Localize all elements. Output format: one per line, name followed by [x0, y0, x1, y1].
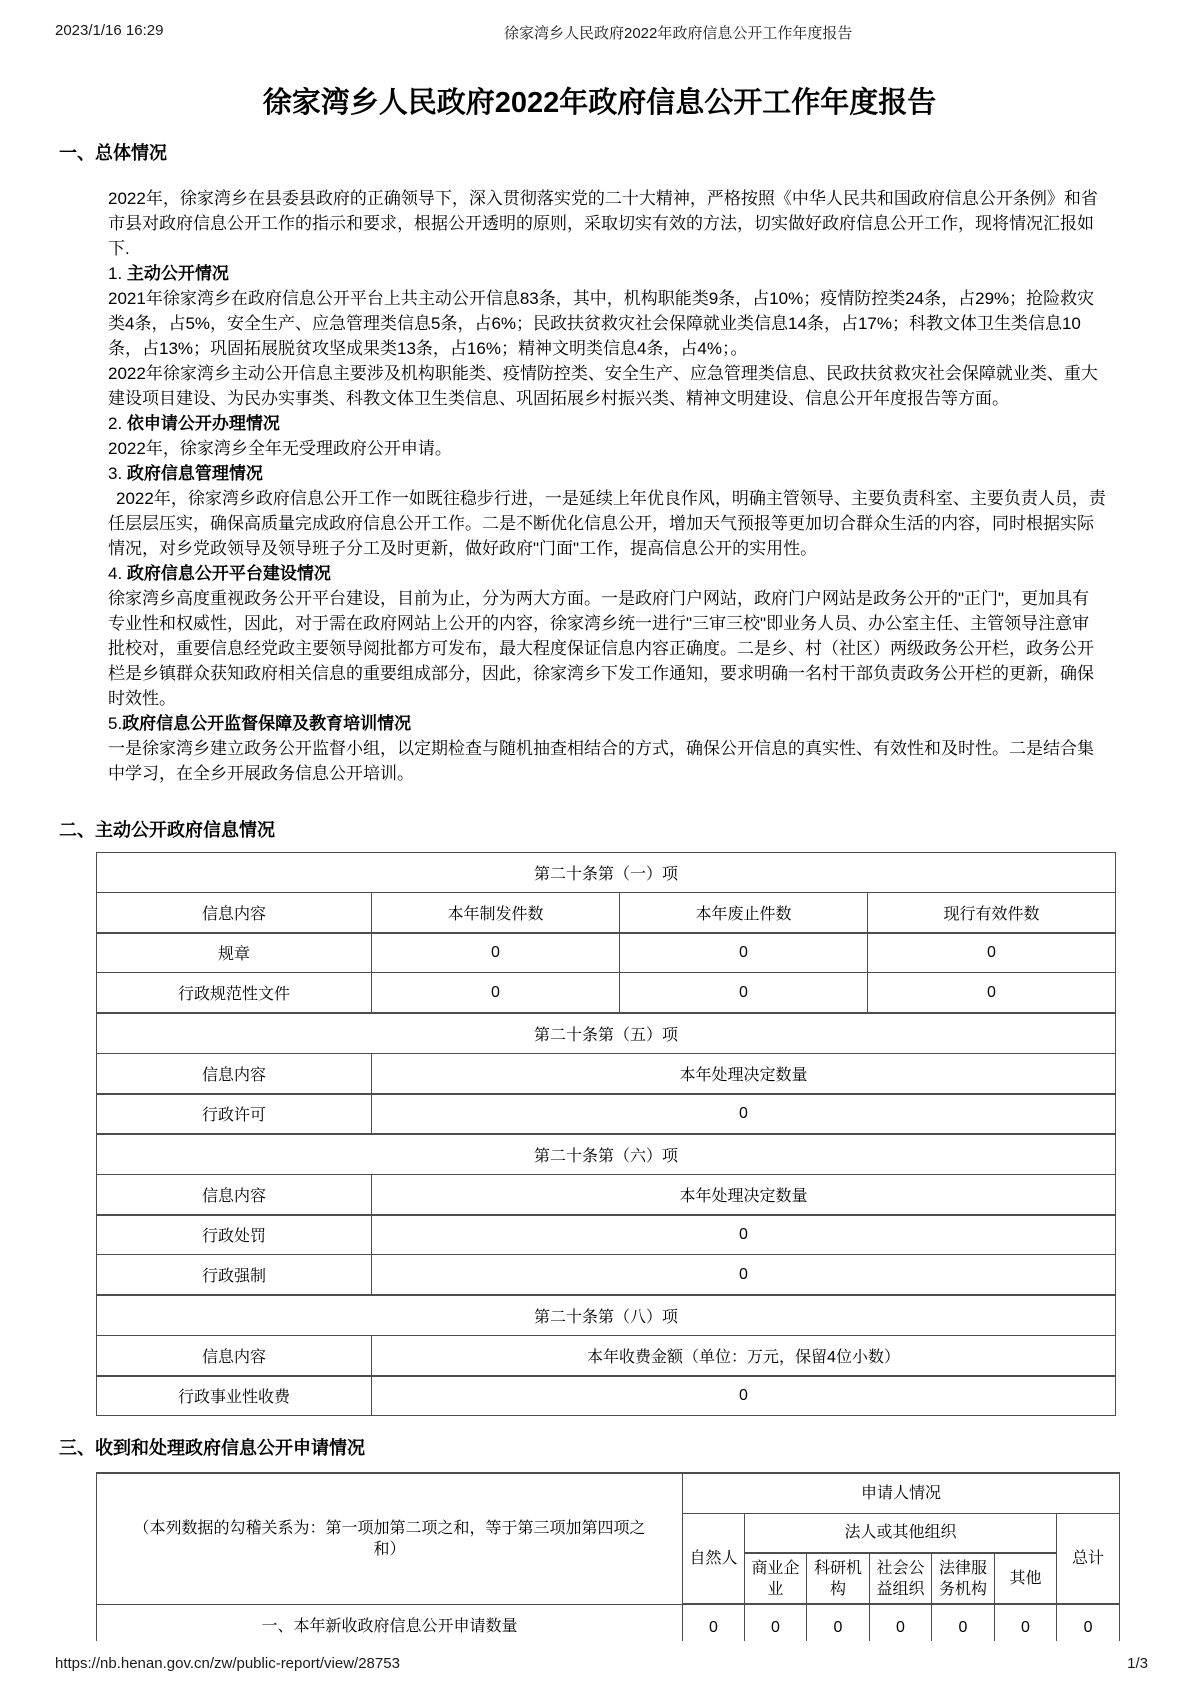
table-row	[97, 1255, 1116, 1295]
column-header: 信息内容	[97, 1054, 372, 1094]
section-overview-body	[108, 186, 1106, 786]
section-heading-requests: 三、收到和处理政府信息公开申请情况	[59, 1438, 365, 1458]
column-header-total: 总计	[1057, 1513, 1120, 1604]
cell-value: 0	[807, 1604, 870, 1641]
subheading-4-label: 政府信息公开平台建设情况	[126, 564, 331, 583]
print-footer-page-number: 1/3	[1127, 1655, 1148, 1672]
row-label: 行政强制	[97, 1255, 372, 1295]
paragraph-proactive-2021: 2021年徐家湾乡在政府信息公开平台上共主动公开信息83条，其中，机构职能类9条，占10%；疫情防控类24条，占29%；抢险救灾类4条，占5%，安全生产、应急管理类信息5条，占6%；民政扶贫救灾社会保障就业类信息14条，占17%；科教文体卫生类信息10条，占13%；巩固拓展脱贫攻坚成果类13条，占16%；精神文明类信息4条，占4%；。	[108, 289, 1095, 358]
proactive-disclosure-tables	[96, 852, 1115, 1416]
table-section-title: 第二十条第（一）项	[97, 853, 1116, 893]
column-header-public-welfare: 社会公益组织	[870, 1553, 932, 1604]
paragraph-proactive-2022: 2022年徐家湾乡主动公开信息主要涉及机构职能类、疫情防控类、安全生产、应急管理类信息、民政扶贫救灾社会保障就业类、重大建设项目建设、为民办实事类、科教文体卫生类信息、巩固拓展乡村振兴类、精神文明建设、信息公开年度报告等方面。	[108, 364, 1098, 408]
row-label: 行政许可	[97, 1094, 372, 1134]
column-header-other: 其他	[995, 1553, 1057, 1604]
table-article20-item5	[96, 1013, 1116, 1134]
table-row	[97, 1215, 1116, 1255]
cell-value: 0	[683, 1604, 745, 1641]
cell-value: 0	[372, 1094, 1116, 1134]
column-header: 本年收费金额（单位：万元，保留4位小数）	[372, 1336, 1116, 1376]
table-row	[97, 973, 1116, 1013]
table-article20-item8	[96, 1295, 1116, 1416]
reconciliation-note: （本列数据的勾稽关系为：第一项加第二项之和，等于第三项加第四项之和）	[97, 1473, 683, 1604]
column-header: 本年制发件数	[372, 893, 620, 933]
document-title: 徐家湾乡人民政府2022年政府信息公开工作年度报告	[262, 87, 937, 119]
column-header-research: 科研机构	[807, 1553, 870, 1604]
cell-value: 0	[372, 1376, 1116, 1416]
column-header: 现行有效件数	[868, 893, 1116, 933]
subheading-2	[108, 411, 1106, 436]
cell-value: 0	[620, 933, 868, 973]
subheading-4-number: 4.	[108, 564, 127, 583]
subheading-5	[108, 711, 1106, 736]
table-article20-item6	[96, 1134, 1116, 1295]
paragraph-supervision: 一是徐家湾乡建立政务公开监督小组，以定期检查与随机抽查相结合的方式，确保公开信息的真实性、有效性和及时性。二是结合集中学习，在全乡开展政务信息公开培训。	[108, 739, 1094, 783]
cell-value: 0	[1057, 1604, 1120, 1641]
subheading-2-label: 依申请公开办理情况	[126, 414, 280, 433]
table-row	[97, 933, 1116, 973]
table-article20-item1	[96, 852, 1116, 1013]
table-section-title: 第二十条第（五）项	[97, 1014, 1116, 1054]
subheading-4	[108, 561, 1106, 586]
cell-value: 0	[995, 1604, 1057, 1641]
column-header: 信息内容	[97, 1336, 372, 1376]
cell-value: 0	[372, 1255, 1116, 1295]
row-label: 行政处罚	[97, 1215, 372, 1255]
cell-value: 0	[870, 1604, 932, 1641]
subheading-3	[108, 461, 1106, 486]
row-label: 规章	[97, 933, 372, 973]
cell-value: 0	[868, 933, 1116, 973]
cell-value: 0	[868, 973, 1116, 1013]
cell-value: 0	[932, 1604, 995, 1641]
column-group-legal-entities: 法人或其他组织	[745, 1513, 1057, 1553]
subheading-5-label: 政府信息公开监督保障及教育培训情况	[122, 714, 412, 733]
cell-value: 0	[620, 973, 868, 1013]
table-row	[97, 1376, 1116, 1416]
cell-value: 0	[745, 1604, 807, 1641]
print-header-doc-title: 徐家湾乡人民政府2022年政府信息公开工作年度报告	[504, 25, 853, 42]
paragraph-platform: 徐家湾乡高度重视政务公开平台建设，目前为止，分为两大方面。一是政府门户网站，政府门户网站是政务公开的"正门"，更加具有专业性和权威性，因此，对于需在政府网站上公开的内容，徐家湾乡统一进行"三审三校"即业务人员、办公室主任、主管领导注意审批校对，重要信息经党政主要领导阅批都方可发布，最大程度保证信息内容正确度。二是乡、村（社区）两级政务公开栏，政务公开栏是乡镇群众获知政府相关信息的重要组成部分，因此，徐家湾乡下发工作通知，要求明确一名村干部负责政务公开栏的更新，确保时效性。	[108, 589, 1094, 708]
subheading-1-label: 主动公开情况	[126, 264, 229, 283]
column-header: 本年处理决定数量	[372, 1054, 1116, 1094]
table-section-title: 第二十条第（八）项	[97, 1296, 1116, 1336]
column-header: 信息内容	[97, 1175, 372, 1215]
row-label: 行政事业性收费	[97, 1376, 372, 1416]
table-section-title: 第二十条第（六）项	[97, 1135, 1116, 1175]
paragraph-on-request: 2022年，徐家湾乡全年无受理政府公开申请。	[108, 439, 452, 458]
column-header: 本年处理决定数量	[372, 1175, 1116, 1215]
requests-table-clip	[96, 1472, 1123, 1641]
paragraph-info-management: 2022年，徐家湾乡政府信息公开工作一如既往稳步行进，一是延续上年优良作风，明确主管领导、主要负责科室、主要负责人员，责任层层压实，确保高质量完成政府信息公开工作。二是不断优化信息公开，增加天气预报等更加切合群众生活的内容，同时根据实际情况，对乡党政领导及领导班子分工及时更新，做好政府"门面"工作，提高信息公开的实用性。	[108, 489, 1106, 558]
subheading-1-number: 1.	[108, 264, 127, 283]
print-footer-url: https://nb.henan.gov.cn/zw/public-report/view/28753	[55, 1655, 400, 1672]
subheading-3-label: 政府信息管理情况	[126, 464, 263, 483]
column-header-commercial: 商业企业	[745, 1553, 807, 1604]
table-row	[97, 1094, 1116, 1134]
table-row	[97, 1604, 1120, 1641]
print-header-timestamp: 2023/1/16 16:29	[55, 22, 164, 39]
row-label: 行政规范性文件	[97, 973, 372, 1013]
cell-value: 0	[372, 933, 620, 973]
subheading-1	[108, 261, 1106, 286]
section-heading-proactive-disclosure: 二、主动公开政府信息情况	[59, 820, 275, 840]
subheading-3-number: 3.	[108, 464, 127, 483]
section-heading-overview: 一、总体情况	[59, 143, 167, 163]
cell-value: 0	[372, 1215, 1116, 1255]
row-label: 一、本年新收政府信息公开申请数量	[97, 1604, 683, 1641]
paragraph-intro: 2022年，徐家湾乡在县委县政府的正确领导下，深入贯彻落实党的二十大精神，严格按照《中华人民共和国政府信息公开条例》和省市县对政府信息公开工作的指示和要求，根据公开透明的原则，采取切实有效的方法，切实做好政府信息公开工作，现将情况汇报如下.	[108, 189, 1098, 258]
column-group-applicants: 申请人情况	[683, 1473, 1120, 1513]
column-header: 信息内容	[97, 893, 372, 933]
column-header: 本年废止件数	[620, 893, 868, 933]
subheading-5-number: 5.	[108, 714, 123, 733]
table-requests	[96, 1472, 1120, 1641]
subheading-2-number: 2.	[108, 414, 127, 433]
cell-value: 0	[372, 973, 620, 1013]
column-header-legal-service: 法律服务机构	[932, 1553, 995, 1604]
column-header-natural-person: 自然人	[683, 1513, 745, 1604]
